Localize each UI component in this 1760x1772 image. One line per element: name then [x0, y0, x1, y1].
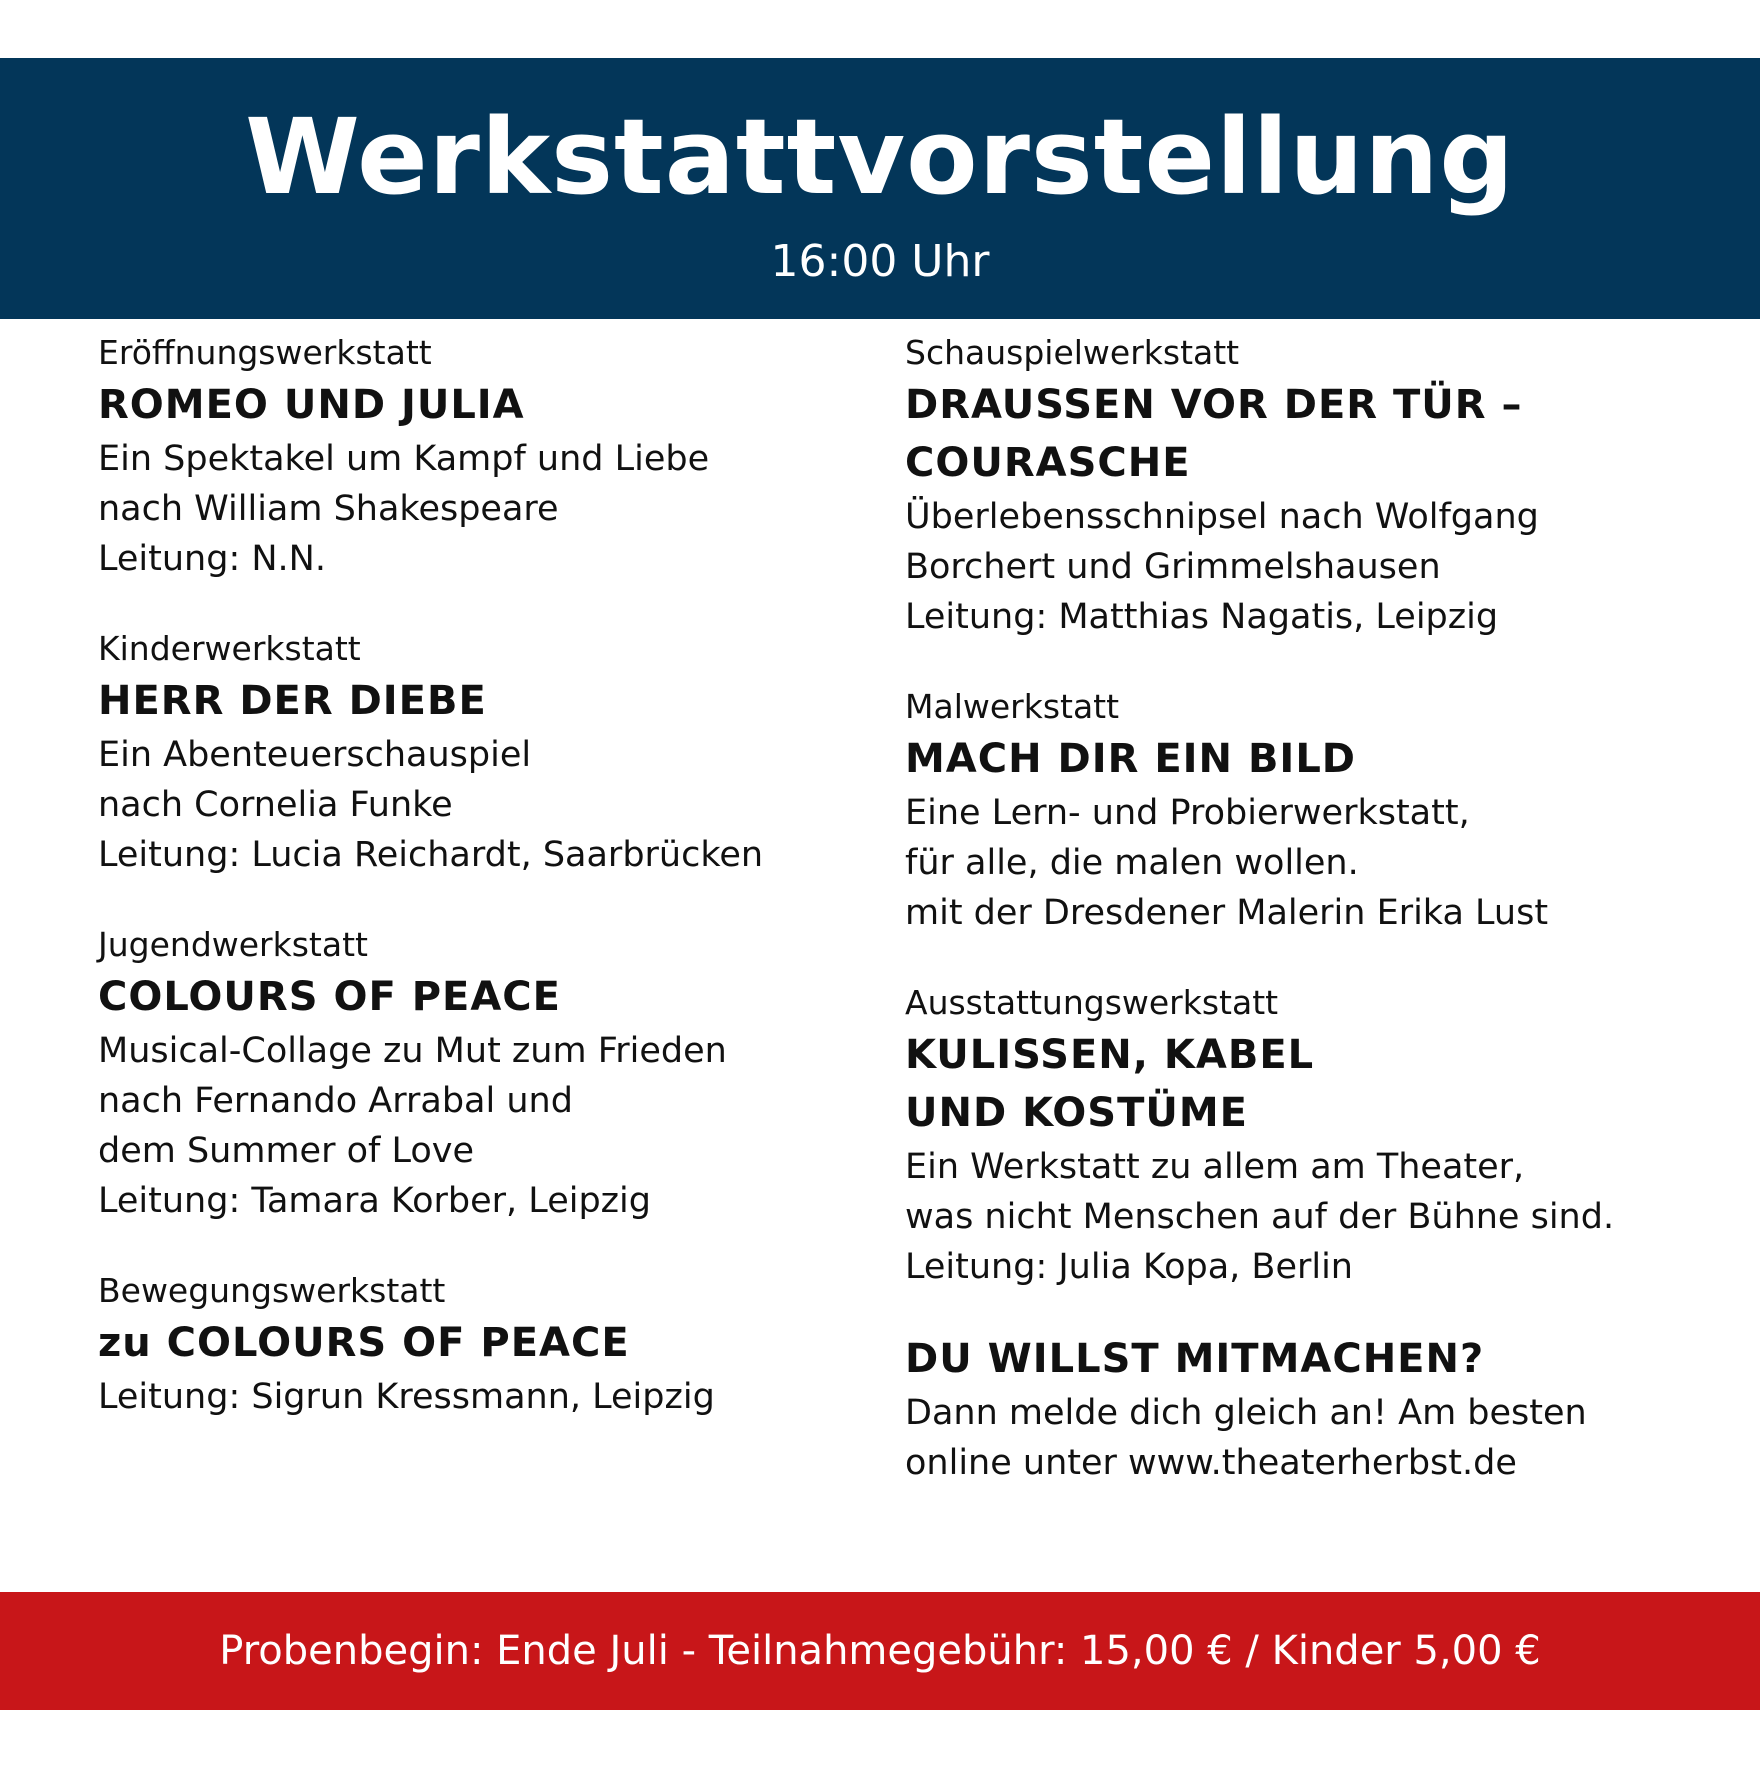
signup-callout: [905, 1330, 1725, 1488]
workshop-category: Ausstattungswerkstatt: [905, 983, 1279, 1022]
workshop-description: Ein Spektakel um Kampf und Liebe nach William Shakespeare Leitung: N.N.: [98, 439, 710, 579]
workshop-description: Ein Abenteuerschauspiel nach Cornelia Funke Leitung: Lucia Reichardt, Saarbrücken: [98, 735, 764, 875]
workshop-title: zu COLOURS OF PEACE: [98, 1320, 630, 1366]
workshop-item: [98, 330, 838, 584]
right-column: [905, 330, 1725, 1488]
signup-description: Dann melde dich gleich an! Am besten online unter www.theaterherbst.de: [905, 1393, 1587, 1483]
workshop-item: [905, 684, 1725, 938]
workshop-category: Bewegungswerkstatt: [98, 1271, 446, 1310]
workshop-title: HERR DER DIEBE: [98, 678, 487, 724]
workshop-item: [905, 330, 1725, 642]
workshop-title: MACH DIR EIN BILD: [905, 736, 1357, 782]
workshop-item: [98, 1268, 838, 1422]
workshop-title: DRAUSSEN VOR DER TÜR – COURASCHE: [905, 382, 1523, 486]
workshop-category: Kinderwerkstatt: [98, 629, 361, 668]
workshop-description: Leitung: Sigrun Kressmann, Leipzig: [98, 1377, 715, 1417]
workshop-category: Jugendwerkstatt: [98, 925, 368, 964]
event-time: 16:00 Uhr: [770, 236, 990, 287]
workshop-category: Malwerkstatt: [905, 687, 1120, 726]
page-title: Werkstattvorstellung: [245, 96, 1515, 218]
workshop-description: Eine Lern- und Probierwerkstatt, für alle, die malen wollen. mit der Dresdener Malerin Erika Lust: [905, 793, 1549, 933]
workshop-category: Schauspielwerkstatt: [905, 333, 1240, 372]
footer-text: Probenbegin: Ende Juli - Teilnahmegebühr: 15,00 € / Kinder 5,00 €: [219, 1628, 1541, 1674]
footer-banner: [0, 1592, 1760, 1710]
workshop-title: COLOURS OF PEACE: [98, 974, 561, 1020]
left-column: [98, 330, 838, 1422]
workshop-item: [905, 980, 1725, 1292]
workshop-title: ROMEO UND JULIA: [98, 382, 525, 428]
workshop-item: [98, 626, 838, 880]
workshop-category: Eröffnungswerkstatt: [98, 333, 432, 372]
workshop-title: KULISSEN, KABEL UND KOSTÜME: [905, 1032, 1315, 1136]
signup-title: DU WILLST MITMACHEN?: [905, 1336, 1485, 1382]
workshop-item: [98, 922, 838, 1226]
workshop-description: Musical-Collage zu Mut zum Frieden nach Fernando Arrabal und dem Summer of Love Leitung: Tamara Korber, Leipzig: [98, 1031, 727, 1221]
header-banner: [0, 58, 1760, 319]
workshop-description: Überlebensschnipsel nach Wolfgang Borchert und Grimmelshausen Leitung: Matthias Nagatis, Leipzig: [905, 497, 1539, 637]
workshop-description: Ein Werkstatt zu allem am Theater, was nicht Menschen auf der Bühne sind. Leitung: Julia Kopa, Berlin: [905, 1147, 1615, 1287]
